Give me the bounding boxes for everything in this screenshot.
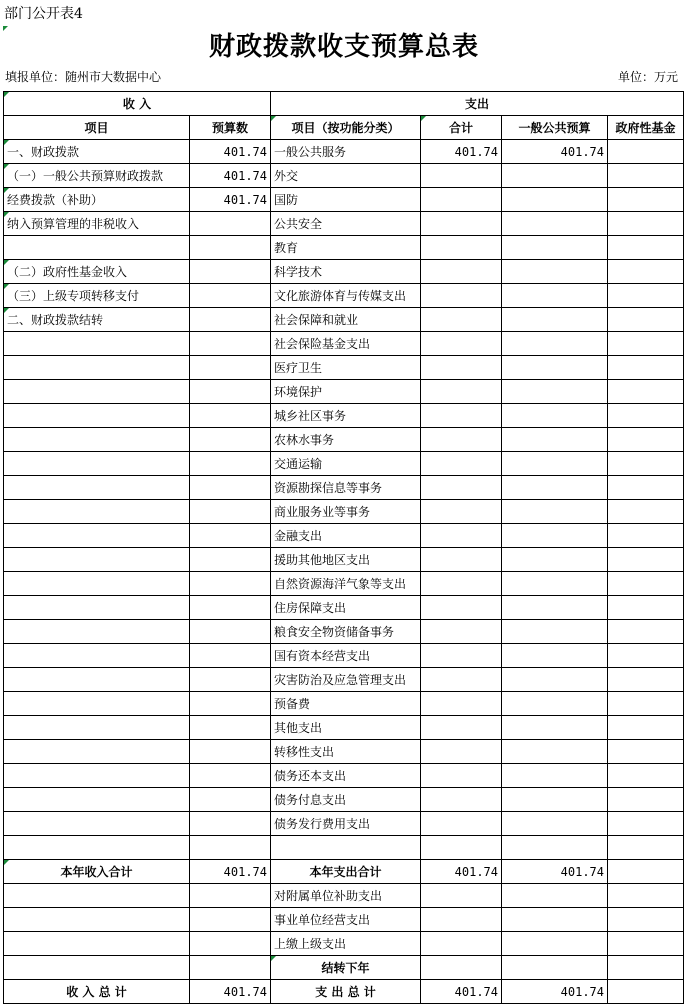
expense-total bbox=[421, 596, 502, 620]
expense-total bbox=[421, 908, 502, 932]
table-row bbox=[4, 644, 684, 668]
expense-item: 外交 bbox=[271, 164, 421, 188]
income-budget bbox=[190, 668, 271, 692]
income-item bbox=[4, 812, 190, 836]
expense-total bbox=[421, 956, 502, 980]
grand-total-row bbox=[4, 980, 684, 1004]
expense-general bbox=[502, 644, 608, 668]
income-budget bbox=[190, 692, 271, 716]
income-item bbox=[4, 668, 190, 692]
col-header-gov-fund: 政府性基金 bbox=[608, 116, 684, 140]
expense-year-general-value: 401.74 bbox=[502, 860, 608, 884]
income-grand-total-value: 401.74 bbox=[190, 980, 271, 1004]
income-item bbox=[4, 620, 190, 644]
table-row bbox=[4, 548, 684, 572]
expense-item: 资源勘探信息等事务 bbox=[271, 476, 421, 500]
income-budget bbox=[190, 740, 271, 764]
income-item bbox=[4, 956, 190, 980]
expense-total bbox=[421, 236, 502, 260]
income-item bbox=[4, 836, 190, 860]
expense-general bbox=[502, 956, 608, 980]
income-budget bbox=[190, 260, 271, 284]
table-row bbox=[4, 596, 684, 620]
table-row bbox=[4, 404, 684, 428]
expense-total bbox=[421, 380, 502, 404]
income-item bbox=[4, 500, 190, 524]
col-header-general: 一般公共预算 bbox=[502, 116, 608, 140]
expense-total bbox=[421, 932, 502, 956]
column-header-row bbox=[4, 116, 684, 140]
expense-general bbox=[502, 668, 608, 692]
expense-total bbox=[421, 188, 502, 212]
expense-total bbox=[421, 884, 502, 908]
income-item: 纳入预算管理的非税收入 bbox=[4, 212, 190, 236]
expense-item: 债务发行费用支出 bbox=[271, 812, 421, 836]
expense-gov-fund bbox=[608, 404, 684, 428]
expense-general bbox=[502, 884, 608, 908]
expense-gov-fund bbox=[608, 356, 684, 380]
expense-gov-fund bbox=[608, 692, 684, 716]
expense-total bbox=[421, 428, 502, 452]
expense-item: 一般公共服务 bbox=[271, 140, 421, 164]
expense-gov-fund bbox=[608, 908, 684, 932]
expense-item: 债务还本支出 bbox=[271, 764, 421, 788]
expense-gov-fund bbox=[608, 788, 684, 812]
col-header-item: 项目 bbox=[4, 116, 190, 140]
expense-total bbox=[421, 308, 502, 332]
expense-general bbox=[502, 620, 608, 644]
expense-item: 援助其他地区支出 bbox=[271, 548, 421, 572]
income-budget bbox=[190, 596, 271, 620]
expense-item: 商业服务业等事务 bbox=[271, 500, 421, 524]
expense-gov-fund bbox=[608, 188, 684, 212]
expense-general bbox=[502, 548, 608, 572]
expense-total bbox=[421, 284, 502, 308]
expense-general: 401.74 bbox=[502, 140, 608, 164]
income-item bbox=[4, 764, 190, 788]
expense-item: 自然资源海洋气象等支出 bbox=[271, 572, 421, 596]
table-row bbox=[4, 500, 684, 524]
expense-general bbox=[502, 836, 608, 860]
income-item bbox=[4, 884, 190, 908]
income-item bbox=[4, 428, 190, 452]
expense-item: 社会保险基金支出 bbox=[271, 332, 421, 356]
expense-gov-fund bbox=[608, 476, 684, 500]
expense-general bbox=[502, 188, 608, 212]
expense-item: 教育 bbox=[271, 236, 421, 260]
income-item bbox=[4, 692, 190, 716]
table-row bbox=[4, 356, 684, 380]
expense-item: 住房保障支出 bbox=[271, 596, 421, 620]
group-header-row bbox=[4, 92, 684, 116]
table-row bbox=[4, 812, 684, 836]
expense-item: 债务付息支出 bbox=[271, 788, 421, 812]
expense-total bbox=[421, 212, 502, 236]
income-budget bbox=[190, 356, 271, 380]
expense-item: 粮食安全物资储备事务 bbox=[271, 620, 421, 644]
table-row bbox=[4, 380, 684, 404]
expense-total bbox=[421, 164, 502, 188]
table-row bbox=[4, 332, 684, 356]
expense-general bbox=[502, 332, 608, 356]
income-budget bbox=[190, 884, 271, 908]
expense-total bbox=[421, 716, 502, 740]
income-item bbox=[4, 356, 190, 380]
expense-gov-fund bbox=[608, 308, 684, 332]
income-budget bbox=[190, 308, 271, 332]
table-row bbox=[4, 620, 684, 644]
expense-general bbox=[502, 356, 608, 380]
expense-general bbox=[502, 308, 608, 332]
income-item bbox=[4, 908, 190, 932]
expense-total bbox=[421, 404, 502, 428]
expense-general bbox=[502, 284, 608, 308]
expense-gov-fund bbox=[608, 932, 684, 956]
income-budget bbox=[190, 932, 271, 956]
income-group-header: 收 入 bbox=[4, 92, 271, 116]
expense-gov-fund bbox=[608, 572, 684, 596]
table-row bbox=[4, 764, 684, 788]
expense-item: 文化旅游体育与传媒支出 bbox=[271, 284, 421, 308]
income-budget bbox=[190, 284, 271, 308]
income-item bbox=[4, 788, 190, 812]
expense-item: 国防 bbox=[271, 188, 421, 212]
table-row bbox=[4, 788, 684, 812]
expense-gov-fund bbox=[608, 452, 684, 476]
income-budget bbox=[190, 716, 271, 740]
expense-total bbox=[421, 740, 502, 764]
expense-total bbox=[421, 644, 502, 668]
table-row bbox=[4, 236, 684, 260]
expense-general bbox=[502, 788, 608, 812]
income-budget bbox=[190, 404, 271, 428]
table-row bbox=[4, 836, 684, 860]
income-item: （二）政府性基金收入 bbox=[4, 260, 190, 284]
expense-total bbox=[421, 524, 502, 548]
expense-item: 社会保障和就业 bbox=[271, 308, 421, 332]
expense-general bbox=[502, 572, 608, 596]
table-row bbox=[4, 284, 684, 308]
expense-general bbox=[502, 164, 608, 188]
income-budget bbox=[190, 428, 271, 452]
expense-item: 城乡社区事务 bbox=[271, 404, 421, 428]
expense-gov-fund bbox=[608, 284, 684, 308]
income-year-total-label: 本年收入合计 bbox=[4, 860, 190, 884]
expense-total bbox=[421, 452, 502, 476]
income-item bbox=[4, 932, 190, 956]
expense-general bbox=[502, 692, 608, 716]
expense-gov-fund bbox=[608, 668, 684, 692]
table-row bbox=[4, 140, 684, 164]
table-row bbox=[4, 692, 684, 716]
expense-general bbox=[502, 524, 608, 548]
expense-total bbox=[421, 836, 502, 860]
expense-item: 灾害防治及应急管理支出 bbox=[271, 668, 421, 692]
expense-general bbox=[502, 908, 608, 932]
expense-item: 环境保护 bbox=[271, 380, 421, 404]
income-budget bbox=[190, 620, 271, 644]
expense-item: 交通运输 bbox=[271, 452, 421, 476]
expense-total bbox=[421, 692, 502, 716]
expense-general bbox=[502, 596, 608, 620]
expense-total bbox=[421, 764, 502, 788]
reporting-unit: 填报单位：随州市大数据中心 bbox=[5, 70, 162, 84]
expense-total bbox=[421, 332, 502, 356]
expense-gov-fund bbox=[608, 524, 684, 548]
expense-gov-fund bbox=[608, 956, 684, 980]
page-title: 财政拨款收支预算总表 bbox=[208, 32, 479, 62]
income-budget bbox=[190, 788, 271, 812]
expense-total bbox=[421, 260, 502, 284]
expense-general bbox=[502, 236, 608, 260]
expense-general bbox=[502, 740, 608, 764]
expense-total bbox=[421, 668, 502, 692]
expense-item: 医疗卫生 bbox=[271, 356, 421, 380]
expense-year-total-label: 本年支出合计 bbox=[271, 860, 421, 884]
income-item bbox=[4, 380, 190, 404]
income-budget bbox=[190, 500, 271, 524]
income-item: （三）上级专项转移支付 bbox=[4, 284, 190, 308]
income-item bbox=[4, 596, 190, 620]
table-row bbox=[4, 884, 684, 908]
expense-gov-fund bbox=[608, 740, 684, 764]
expense-general bbox=[502, 452, 608, 476]
expense-gov-fund bbox=[608, 620, 684, 644]
expense-year-total-value: 401.74 bbox=[421, 860, 502, 884]
expense-group-header: 支出 bbox=[271, 92, 684, 116]
unit-label: 单位：万元 bbox=[617, 70, 678, 84]
table-row bbox=[4, 188, 684, 212]
expense-general bbox=[502, 500, 608, 524]
expense-general bbox=[502, 428, 608, 452]
expense-general bbox=[502, 812, 608, 836]
expense-grand-total-label: 支 出 总 计 bbox=[271, 980, 421, 1004]
table-row bbox=[4, 740, 684, 764]
income-budget bbox=[190, 548, 271, 572]
expense-item: 公共安全 bbox=[271, 212, 421, 236]
income-item: 二、财政拨款结转 bbox=[4, 308, 190, 332]
budget-table bbox=[3, 91, 684, 1004]
expense-gov-fund bbox=[608, 644, 684, 668]
income-item bbox=[4, 524, 190, 548]
expense-item: 国有资本经营支出 bbox=[271, 644, 421, 668]
expense-item: 上缴上级支出 bbox=[271, 932, 421, 956]
expense-item: 其他支出 bbox=[271, 716, 421, 740]
income-item bbox=[4, 452, 190, 476]
table-row bbox=[4, 260, 684, 284]
expense-general bbox=[502, 476, 608, 500]
table-row bbox=[4, 428, 684, 452]
table-row bbox=[4, 476, 684, 500]
expense-general bbox=[502, 260, 608, 284]
expense-gov-fund bbox=[608, 884, 684, 908]
income-budget bbox=[190, 644, 271, 668]
income-budget bbox=[190, 212, 271, 236]
income-item bbox=[4, 644, 190, 668]
income-budget bbox=[190, 476, 271, 500]
expense-grand-general-value: 401.74 bbox=[502, 980, 608, 1004]
income-year-total-value: 401.74 bbox=[190, 860, 271, 884]
income-budget bbox=[190, 236, 271, 260]
income-budget: 401.74 bbox=[190, 140, 271, 164]
sheet-label: 部门公开表4 bbox=[4, 6, 83, 22]
income-budget bbox=[190, 572, 271, 596]
col-header-total: 合计 bbox=[421, 116, 502, 140]
carry-forward-label: 结转下年 bbox=[271, 956, 421, 980]
expense-general bbox=[502, 212, 608, 236]
income-item bbox=[4, 572, 190, 596]
expense-total bbox=[421, 620, 502, 644]
expense-grand-total-value: 401.74 bbox=[421, 980, 502, 1004]
expense-gov-fund bbox=[608, 548, 684, 572]
col-header-func-item: 项目（按功能分类） bbox=[271, 116, 421, 140]
table-row bbox=[4, 932, 684, 956]
table-row bbox=[4, 308, 684, 332]
expense-grand-gov-fund-value bbox=[608, 980, 684, 1004]
expense-gov-fund bbox=[608, 716, 684, 740]
col-header-budget: 预算数 bbox=[190, 116, 271, 140]
income-item: （一）一般公共预算财政拨款 bbox=[4, 164, 190, 188]
table-row bbox=[4, 668, 684, 692]
expense-gov-fund bbox=[608, 596, 684, 620]
expense-item: 科学技术 bbox=[271, 260, 421, 284]
income-item bbox=[4, 548, 190, 572]
expense-general bbox=[502, 764, 608, 788]
expense-gov-fund bbox=[608, 236, 684, 260]
expense-general bbox=[502, 716, 608, 740]
expense-item: 预备费 bbox=[271, 692, 421, 716]
expense-gov-fund bbox=[608, 380, 684, 404]
expense-item: 转移性支出 bbox=[271, 740, 421, 764]
income-budget: 401.74 bbox=[190, 188, 271, 212]
expense-gov-fund bbox=[608, 812, 684, 836]
income-budget bbox=[190, 332, 271, 356]
expense-total bbox=[421, 356, 502, 380]
income-budget bbox=[190, 956, 271, 980]
expense-item: 对附属单位补助支出 bbox=[271, 884, 421, 908]
income-item bbox=[4, 404, 190, 428]
table-row bbox=[4, 908, 684, 932]
income-budget bbox=[190, 812, 271, 836]
expense-total bbox=[421, 788, 502, 812]
income-grand-total-label: 收 入 总 计 bbox=[4, 980, 190, 1004]
income-budget bbox=[190, 380, 271, 404]
table-row bbox=[4, 716, 684, 740]
expense-item: 事业单位经营支出 bbox=[271, 908, 421, 932]
table-row bbox=[4, 524, 684, 548]
income-item bbox=[4, 236, 190, 260]
expense-item bbox=[271, 836, 421, 860]
expense-general bbox=[502, 932, 608, 956]
expense-general bbox=[502, 380, 608, 404]
expense-gov-fund bbox=[608, 140, 684, 164]
income-budget: 401.74 bbox=[190, 164, 271, 188]
income-item: 一、财政拨款 bbox=[4, 140, 190, 164]
expense-gov-fund bbox=[608, 164, 684, 188]
table-row bbox=[4, 572, 684, 596]
year-total-row bbox=[4, 860, 684, 884]
income-budget bbox=[190, 908, 271, 932]
table-row bbox=[4, 452, 684, 476]
expense-gov-fund bbox=[608, 212, 684, 236]
income-item bbox=[4, 476, 190, 500]
income-budget bbox=[190, 524, 271, 548]
table-row bbox=[4, 212, 684, 236]
income-budget bbox=[190, 764, 271, 788]
income-budget bbox=[190, 452, 271, 476]
expense-total bbox=[421, 548, 502, 572]
expense-general bbox=[502, 404, 608, 428]
expense-total bbox=[421, 812, 502, 836]
expense-gov-fund bbox=[608, 428, 684, 452]
expense-total bbox=[421, 476, 502, 500]
income-item bbox=[4, 740, 190, 764]
expense-item: 金融支出 bbox=[271, 524, 421, 548]
expense-gov-fund bbox=[608, 260, 684, 284]
expense-gov-fund bbox=[608, 764, 684, 788]
income-budget bbox=[190, 836, 271, 860]
expense-year-gov-fund-value bbox=[608, 860, 684, 884]
carry-forward-row bbox=[4, 956, 684, 980]
income-item bbox=[4, 716, 190, 740]
expense-gov-fund bbox=[608, 332, 684, 356]
table-row bbox=[4, 164, 684, 188]
expense-total bbox=[421, 500, 502, 524]
expense-total: 401.74 bbox=[421, 140, 502, 164]
income-item: 经费拨款（补助） bbox=[4, 188, 190, 212]
income-item bbox=[4, 332, 190, 356]
expense-item: 农林水事务 bbox=[271, 428, 421, 452]
expense-gov-fund bbox=[608, 836, 684, 860]
expense-gov-fund bbox=[608, 500, 684, 524]
expense-total bbox=[421, 572, 502, 596]
